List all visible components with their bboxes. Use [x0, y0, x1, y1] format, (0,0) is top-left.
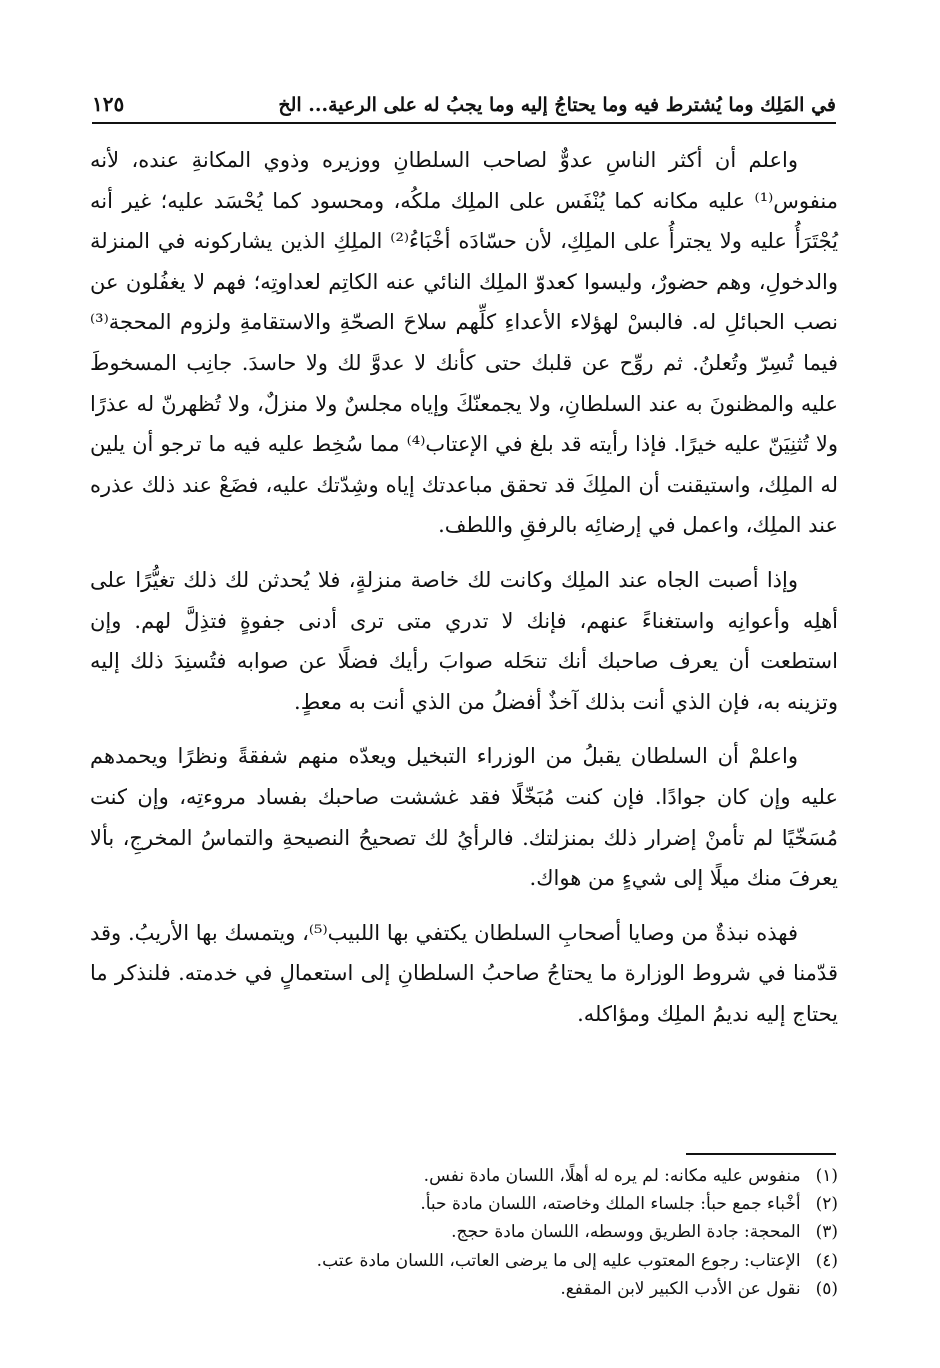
footnote-2	[90, 1190, 838, 1218]
footnote-number: (٤)	[815, 1250, 838, 1271]
paragraph-2: وإذا أصبت الجاه عند الملِك وكانت لك خاصة منزلةٍ، فلا يُحدثن لك ذلك تغيُّرًا على أهلِه وأعوانِه واستغناءً عنهم، فإنك لا تدري متى ترى أدنى جفوةٍ فتذِلَّ لهم. وإن استطعت أن يعرف صاحبك أنك تنحَله صوابَ رأيك فضلًا عن صوابه فتُسنِدَ ذلك إليه وتزينه به، فإن الذي أنت بذلك آخذٌ أفضلُ من الذي أنت به معطٍ.	[90, 567, 838, 714]
footnote-number: (٣)	[815, 1222, 838, 1243]
paragraph-1: واعلم أن أكثر الناسِ عدوٌّ لصاحب السلطانِ ووزيره وذوي المكانةِ عنده، لأنه منفوس⁽¹⁾ عليه مكانه كما يُنْفَس على الملِك ملكُه، ومحسود كما يُحْسَد عليه؛ غير أنه يُجْتَرَأُ عليه ولا يجترأُ على الملِكِ، لأن حسّادَه أخْبَاءُ⁽²⁾ الملِكِ الذين يشاركونه في المنزلة والدخولِ، وهم حضورٌ، وليسوا كعدوّ الملِك النائي عنه الكاتِم لعداوتِه؛ فهم لا يغفُلون عن نصب الحبائلِ له. فالبسْ لهؤلاء الأعداءِ كلِّهم سلاحَ الصحّةِ والاستقامةِ ولزوم المحجة⁽³⁾ فيما تُسِرّ وتُعلنُ. ثم روِّح عن قلبك حتى كأنك لا عدوَّ لك ولا حاسدَ. جانِب المسخوطَ عليه والمظنونَ به عند السلطانِ، ولا يجمعنّكَ وإياه مجلسٌ ولا منزلٌ، ولا تُظهرنّ له عذرًا ولا تُثنِيَنّ عليه خيرًا. فإذا رأيته قد بلغ في الإعتاب⁽⁴⁾ مما سُخِط عليه فيه ما ترجو أن يلين له الملِك، واستيقنت أن الملِكَ قد تحقق مباعدتك إياه وشِدّتك عليه، فضَعْ عند ذلك عذره عند الملِك، واعمل في إرضائِه بالرفقِ واللطف.	[90, 148, 838, 538]
footnotes	[90, 1162, 838, 1303]
paragraph-3: واعلمْ أن السلطان يقبلُ من الوزراء التبخيل ويعدّه منهم شفقةً ونظرًا ويحمدهم عليه وإن كان جوادًا. فإن كنت مُبَخّلًا فقد غششت صاحبك بفساد مروءتِه، وإن كنت مُسَخّيًا لم تأمنْ إضرار ذلك بمنزلتك. فالرأيُ لك تصحيحُ النصيحةِ والتماسُ المخرجِ، بألا يعرفَ منك ميلًا إلى شيءٍ من هواك.	[90, 744, 838, 891]
footnote-text: الإعتاب: رجوع المعتوب عليه إلى ما يرضى العاتب، اللسان مادة عتب.	[316, 1250, 801, 1271]
footnote-separator	[686, 1153, 836, 1155]
footnote-text: نقول عن الأدب الكبير لابن المقفع.	[560, 1278, 801, 1299]
footnote-5	[90, 1275, 838, 1303]
footnote-1	[90, 1162, 838, 1190]
running-title: في المَلِك وما يُشترط فيه وما يحتاجُ إليه وما يجبُ له على الرعية... الخ	[278, 94, 836, 116]
footnote-text: المحجة: جادة الطريق ووسطه، اللسان مادة حجج.	[451, 1222, 801, 1243]
footnote-number: (١)	[815, 1166, 838, 1186]
page-header	[92, 82, 836, 124]
page-number: ١٢٥	[92, 92, 125, 116]
footnote-text: أخْباء جمع حبأ: جلساء الملك وخاصته، اللسان مادة حبأ.	[420, 1194, 801, 1215]
footnote-3	[90, 1218, 838, 1246]
footnote-4	[90, 1247, 838, 1275]
paragraph-4: فهذه نبذةٌ من وصايا أصحابِ السلطان يكتفي بها اللبيب⁽⁵⁾، ويتمسك بها الأريبُ. وقد قدّمنا في شروط الوزارة ما يحتاجُ صاحبُ السلطانِ إلى استعمالٍ في خدمته. فلنذكر ما يحتاج إليه نديمُ الملِك ومؤاكله.	[90, 920, 838, 1026]
footnote-number: (٢)	[815, 1194, 838, 1215]
footnote-text: منفوس عليه مكانه: لم يره له أهلًا، اللسان مادة نفس.	[423, 1166, 801, 1186]
footnote-number: (٥)	[815, 1278, 838, 1299]
body-text	[90, 140, 838, 1034]
